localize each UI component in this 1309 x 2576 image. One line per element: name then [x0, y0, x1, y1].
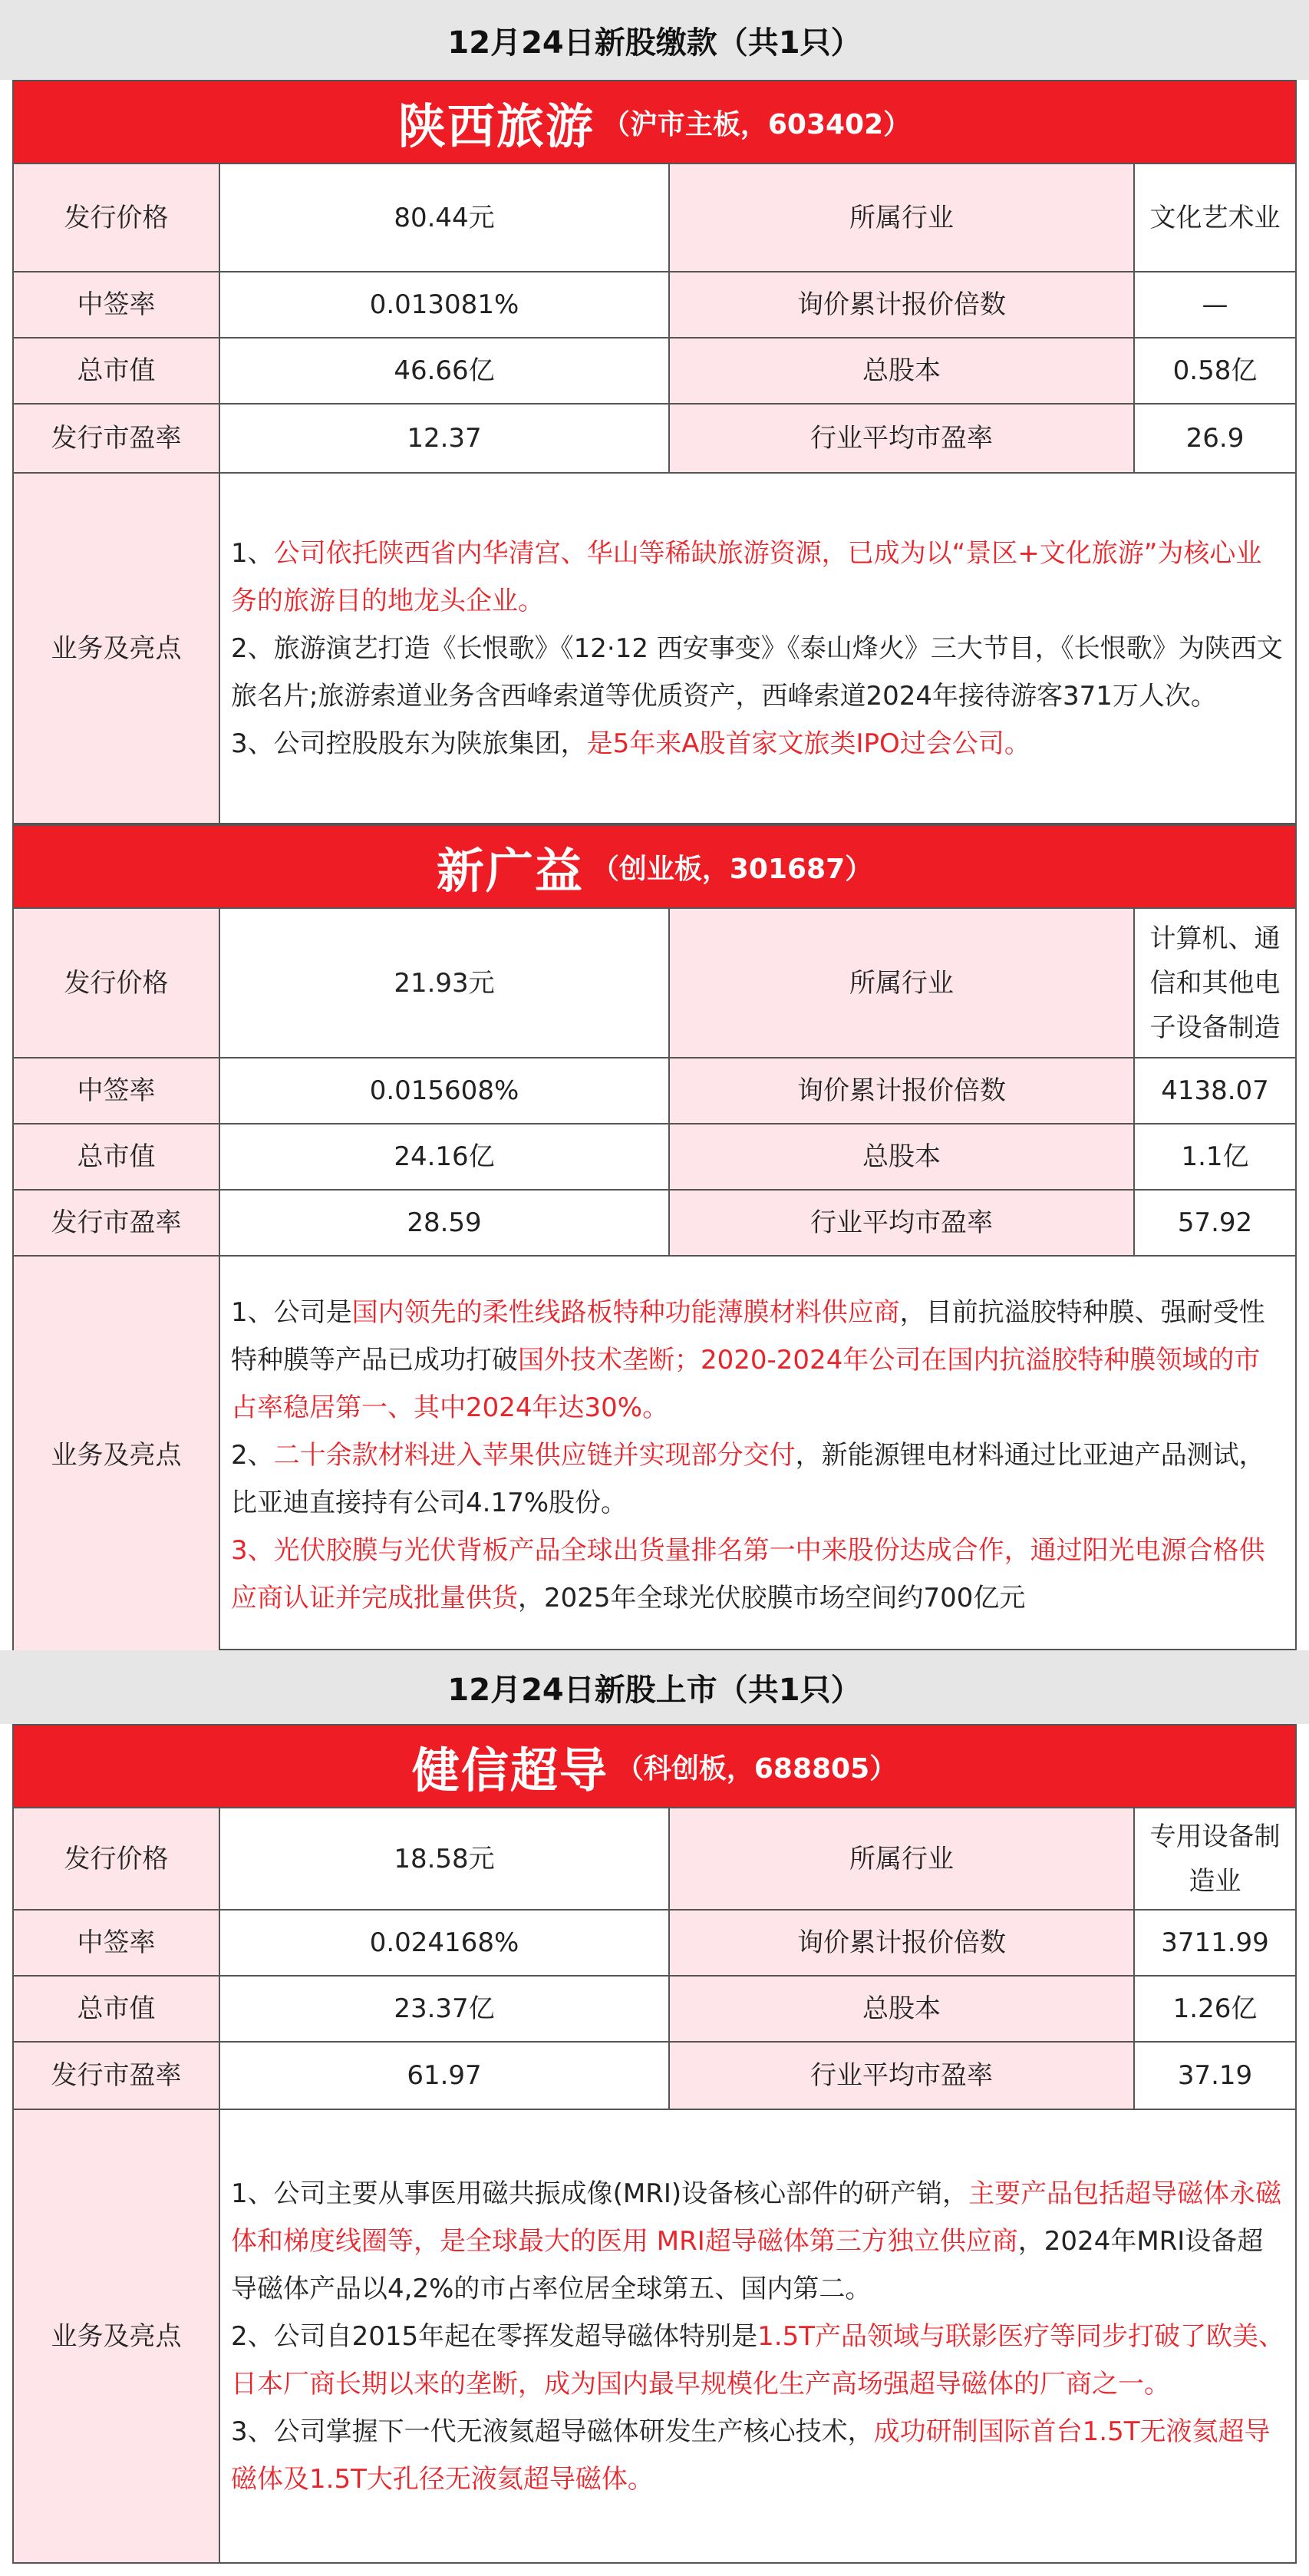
business-highlights — [219, 473, 1295, 823]
label-industry-pe: 行业平均市盈率 — [669, 2042, 1134, 2109]
value-issue-price: 80.44元 — [219, 164, 669, 272]
label-business: 业务及亮点 — [14, 2109, 219, 2562]
label-total-shares: 总股本 — [669, 1976, 1134, 2042]
value-industry: 计算机、通信和其他电子设备制造 — [1134, 909, 1295, 1058]
value-win-rate: 0.015608% — [219, 1058, 669, 1124]
highlight-text-red: 是5年来A股首家文旅类IPO过会公司。 — [586, 728, 1030, 759]
label-market-cap: 总市值 — [14, 1976, 219, 2042]
stock-title-bar — [14, 826, 1295, 909]
value-industry-pe: 37.19 — [1134, 2042, 1295, 2109]
label-industry-pe: 行业平均市盈率 — [669, 1190, 1134, 1256]
highlight-text-red: 1.5T产品领域与联影医疗等同步打破了欧美、日本厂商长期以来的垄断，成为国内最早规模化生产高场强超导磁体的厂商之一。 — [231, 2320, 1285, 2399]
stock-card — [12, 1724, 1297, 2564]
highlight-text-red: 主要产品包括超导磁体永磁体和梯度线圈等，是全球最大的医用 MRI超导磁体第三方独立供应商 — [231, 2178, 1282, 2257]
value-industry-pe: 57.92 — [1134, 1190, 1295, 1256]
stock-market: （沪市主板，603402） — [602, 108, 912, 140]
highlight-paragraph — [231, 1527, 1284, 1622]
value-inquiry-multiple: — — [1134, 272, 1295, 338]
label-issue-price: 发行价格 — [14, 1808, 219, 1910]
highlight-paragraph — [231, 2313, 1284, 2408]
label-industry: 所属行业 — [669, 1808, 1134, 1910]
label-inquiry-multiple: 询价累计报价倍数 — [669, 1910, 1134, 1976]
highlight-text: 2、 — [231, 1439, 274, 1471]
label-inquiry-multiple: 询价累计报价倍数 — [669, 272, 1134, 338]
value-market-cap: 23.37亿 — [219, 1976, 669, 2042]
highlight-paragraph — [231, 2170, 1284, 2313]
label-inquiry-multiple: 询价累计报价倍数 — [669, 1058, 1134, 1124]
highlight-text: 2、旅游演艺打造《长恨歌》《12·12 西安事变》《泰山烽火》三大节目，《长恨歌》为陕西文旅名片;旅游索道业务含西峰索道等优质资产，西峰索道2024年接待游客371万人次。 — [231, 632, 1283, 712]
highlight-paragraph — [231, 720, 1284, 768]
label-issue-pe: 发行市盈率 — [14, 404, 219, 473]
stock-title-bar — [14, 1726, 1295, 1808]
value-inquiry-multiple: 4138.07 — [1134, 1058, 1295, 1124]
label-market-cap: 总市值 — [14, 338, 219, 404]
highlight-text: 1、公司主要从事医用磁共振成像(MRI)设备核心部件的研产销， — [231, 2178, 969, 2209]
stock-info-table — [14, 164, 1295, 823]
highlight-paragraph — [231, 1289, 1284, 1432]
highlight-text: ，目前抗溢胶特种膜、强耐受性特种膜等产品已成功打破 — [231, 1296, 1265, 1376]
label-market-cap: 总市值 — [14, 1124, 219, 1190]
label-industry-pe: 行业平均市盈率 — [669, 404, 1134, 473]
label-win-rate: 中签率 — [14, 1058, 219, 1124]
label-industry: 所属行业 — [669, 164, 1134, 272]
highlight-text: ，2024年MRI设备超导磁体产品以4,2%的市占率位居全球第五、国内第二。 — [231, 2225, 1264, 2304]
value-total-shares: 1.26亿 — [1134, 1976, 1295, 2042]
value-industry: 专用设备制造业 — [1134, 1808, 1295, 1910]
label-business: 业务及亮点 — [14, 1256, 219, 1653]
highlight-text-red: 3、光伏胶膜与光伏背板产品全球出货量排名第一中来股份达成合作，通过阳光电源合格供应商认证并完成批量供货 — [231, 1534, 1265, 1613]
label-issue-pe: 发行市盈率 — [14, 2042, 219, 2109]
label-total-shares: 总股本 — [669, 338, 1134, 404]
highlight-text: 1、 — [231, 537, 274, 569]
highlight-text: 1、公司是 — [231, 1296, 352, 1328]
section-heading-payment: 12月24日新股缴款（共1只） — [0, 0, 1309, 80]
section-heading-listing: 12月24日新股上市（共1只） — [0, 1650, 1309, 1724]
value-total-shares: 1.1亿 — [1134, 1124, 1295, 1190]
label-total-shares: 总股本 — [669, 1124, 1134, 1190]
value-industry: 文化艺术业 — [1134, 164, 1295, 272]
value-industry-pe: 26.9 — [1134, 404, 1295, 473]
highlight-text: 3、公司控股股东为陕旅集团， — [231, 728, 587, 759]
highlight-text: 2、公司自2015年起在零挥发超导磁体特别是 — [231, 2320, 758, 2352]
highlight-text-red: 国外技术垄断；2020-2024年公司在国内抗溢胶特种膜领域的市占率稳居第一、其中2024年达30%。 — [231, 1344, 1261, 1423]
highlight-text: ，新能源锂电材料通过比亚迪产品测试，比亚迪直接持有公司4.17%股份。 — [231, 1439, 1265, 1518]
value-issue-price: 18.58元 — [219, 1808, 669, 1910]
label-issue-price: 发行价格 — [14, 164, 219, 272]
highlight-paragraph — [231, 625, 1284, 720]
highlight-text-red: 成功研制国际首台1.5T无液氦超导磁体及1.5T大孔径无液氦超导磁体。 — [231, 2416, 1271, 2495]
highlight-text-red: 公司依托陕西省内华清宫、华山等稀缺旅游资源，已成为以“景区+文化旅游”为核心业务的旅游目的地龙头企业。 — [231, 537, 1262, 616]
value-issue-price: 21.93元 — [219, 909, 669, 1058]
stock-info-table — [14, 909, 1295, 1653]
business-highlights — [219, 1256, 1295, 1653]
label-business: 业务及亮点 — [14, 473, 219, 823]
label-win-rate: 中签率 — [14, 1910, 219, 1976]
value-win-rate: 0.024168% — [219, 1910, 669, 1976]
highlight-paragraph — [231, 530, 1284, 625]
label-issue-pe: 发行市盈率 — [14, 1190, 219, 1256]
value-inquiry-multiple: 3711.99 — [1134, 1910, 1295, 1976]
stock-card — [12, 80, 1297, 824]
stock-title-bar — [14, 81, 1295, 164]
value-market-cap: 46.66亿 — [219, 338, 669, 404]
highlight-paragraph — [231, 1432, 1284, 1527]
value-win-rate: 0.013081% — [219, 272, 669, 338]
stock-name: 新广益 — [436, 842, 584, 899]
stock-name: 陕西旅游 — [397, 97, 595, 154]
stock-market: （科创板，688805） — [615, 1752, 898, 1785]
value-issue-pe: 28.59 — [219, 1190, 669, 1256]
stock-name: 健信超导 — [411, 1742, 608, 1798]
highlight-text: 3、公司掌握下一代无液氦超导磁体研发生产核心技术， — [231, 2416, 874, 2447]
value-issue-pe: 61.97 — [219, 2042, 669, 2109]
stock-card — [12, 824, 1297, 1650]
label-industry: 所属行业 — [669, 909, 1134, 1058]
value-total-shares: 0.58亿 — [1134, 338, 1295, 404]
label-issue-price: 发行价格 — [14, 909, 219, 1058]
label-win-rate: 中签率 — [14, 272, 219, 338]
highlight-text-red: 国内领先的柔性线路板特种功能薄膜材料供应商 — [351, 1296, 900, 1328]
business-highlights — [219, 2109, 1295, 2562]
highlight-text-red: 二十余款材料进入苹果供应链并实现部分交付 — [273, 1439, 796, 1471]
value-issue-pe: 12.37 — [219, 404, 669, 473]
value-market-cap: 24.16亿 — [219, 1124, 669, 1190]
highlight-text: ，2025年全球光伏胶膜市场空间约700亿元 — [518, 1582, 1026, 1613]
stock-info-table — [14, 1808, 1295, 2562]
stock-market: （创业板，301687） — [591, 853, 873, 885]
highlight-paragraph — [231, 2408, 1284, 2503]
